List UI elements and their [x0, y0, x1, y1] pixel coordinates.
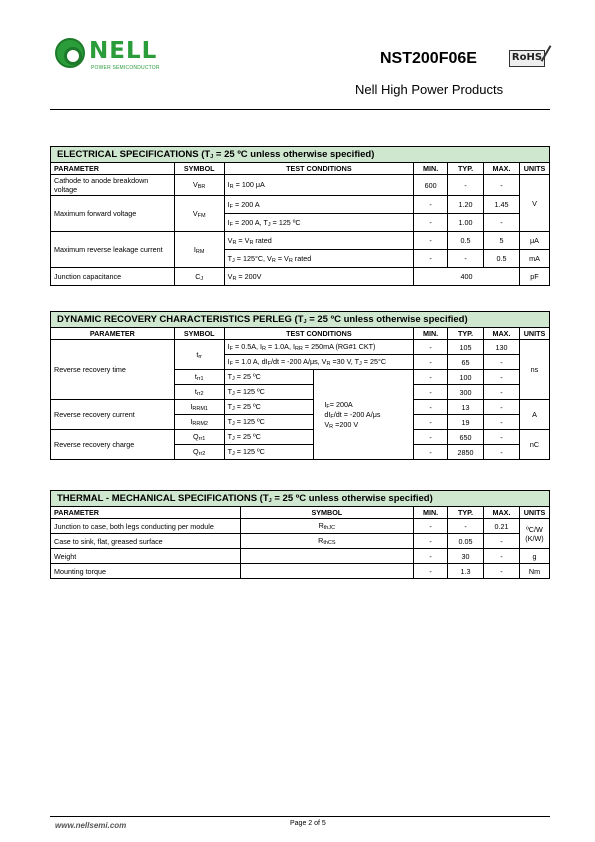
header-cell: SYMBOL	[174, 328, 224, 340]
table-title: THERMAL - MECHANICAL SPECIFICATIONS ($T_J = 25$ ºC unless otherwise specified)	[51, 491, 550, 507]
table-row	[51, 232, 550, 250]
table-cell: Junction to case, both legs conducting per module	[51, 519, 241, 534]
table-cell: -	[414, 415, 448, 430]
table-row	[51, 519, 550, 534]
table-row	[51, 268, 550, 286]
table-cell	[240, 549, 414, 564]
table-cell: 1.3	[448, 564, 484, 579]
table-cell: $I_F = 0.5A$, $I_R = 1.0A$, $I_{RR} = 250mA$ (RG#1 CKT)	[224, 340, 413, 355]
header-cell: PARAMETER	[51, 328, 175, 340]
header-cell: UNITS	[519, 507, 549, 519]
table-cell: 400	[414, 268, 520, 286]
header-cell: SYMBOL	[240, 507, 414, 519]
table-cell: $I_F = 200$ A, $T_J = 125$ ºC	[224, 214, 413, 232]
table-cell: Reverse recovery charge	[51, 430, 175, 460]
table-cell: 100	[448, 370, 484, 385]
table-cell: $R_{thJC}$	[240, 519, 414, 534]
table-cell: -	[484, 400, 520, 415]
table-cell: -	[484, 355, 520, 370]
table-header-row	[51, 163, 550, 175]
table-cell: $T_J = 25$ ºC	[224, 430, 314, 445]
table-cell: $I_F = 200$ A	[224, 196, 413, 214]
table-cell: 300	[448, 385, 484, 400]
table-cell: 1.20	[448, 196, 484, 214]
table-cell: ºC/W (K/W)	[519, 519, 549, 549]
electrical-specs-table	[50, 146, 550, 286]
table-cell: Nm	[519, 564, 549, 579]
table-cell: Case to sink, flat, greased surface	[51, 534, 241, 549]
table-cell: 5	[484, 232, 520, 250]
header-cell: TYP.	[448, 328, 484, 340]
table-cell: -	[414, 355, 448, 370]
header-cell: MIN.	[414, 507, 448, 519]
table-cell: $T_J = 25$ ºC	[224, 400, 314, 415]
header-cell: TEST CONDITIONS	[224, 328, 413, 340]
table-cell: ns	[519, 340, 549, 400]
table-cell: -	[414, 250, 448, 268]
table-cell: -	[484, 385, 520, 400]
header-cell: MAX.	[484, 507, 520, 519]
table-cell: V	[519, 175, 549, 232]
table-cell: g	[519, 549, 549, 564]
table-cell: A	[519, 400, 549, 430]
table-cell: -	[414, 340, 448, 355]
table-cell: -	[448, 250, 484, 268]
table-cell: -	[414, 400, 448, 415]
table-cell: Junction capacitance	[51, 268, 175, 286]
table-row	[51, 340, 550, 355]
table-cell: -	[414, 534, 448, 549]
table-row	[51, 196, 550, 214]
thermal-mechanical-table	[50, 490, 550, 579]
table-row	[51, 564, 550, 579]
table-cell: $T_J = 25$ ºC	[224, 370, 314, 385]
table-cell: $T_J = 125$ ºC	[224, 385, 314, 400]
table-cell: $I_{RRM1}$	[174, 400, 224, 415]
table-cell: $t_{rr1}$	[174, 370, 224, 385]
table-cell: Maximum reverse leakage current	[51, 232, 175, 268]
table-cell: -	[414, 214, 448, 232]
header-cell: MAX.	[484, 163, 520, 175]
table-row	[51, 400, 550, 415]
table-cell: $t_{rr2}$	[174, 385, 224, 400]
table-cell: $Q_{rr1}$	[174, 430, 224, 445]
table-cell: -	[484, 534, 520, 549]
table-cell: 2850	[448, 445, 484, 460]
table-cell: 13	[448, 400, 484, 415]
footer-divider	[50, 816, 550, 817]
table-cell: 0.05	[448, 534, 484, 549]
table-cell: 0.5	[484, 250, 520, 268]
dynamic-recovery-table	[50, 311, 550, 460]
table-cell: 1.45	[484, 196, 520, 214]
header-cell: TYP.	[448, 507, 484, 519]
table-cell: $V_{FM}$	[174, 196, 224, 232]
table-cell: 65	[448, 355, 484, 370]
table-cell: pF	[519, 268, 549, 286]
table-header-row	[51, 507, 550, 519]
table-cell: Cathode to anode breakdown voltage	[51, 175, 175, 196]
table-cell: -	[484, 370, 520, 385]
table-cell: -	[448, 175, 484, 196]
table-cell: 650	[448, 430, 484, 445]
table-cell: -	[414, 196, 448, 214]
table-row	[51, 175, 550, 196]
table-cell: -	[484, 445, 520, 460]
table-cell: Mounting torque	[51, 564, 241, 579]
company-logo	[55, 38, 165, 72]
table-cell: -	[484, 564, 520, 579]
table-cell: $C_J$	[174, 268, 224, 286]
company-name: Nell High Power Products	[355, 82, 504, 97]
table-cell: 19	[448, 415, 484, 430]
header-cell: TYP.	[448, 163, 484, 175]
table-row	[51, 549, 550, 564]
shared-test-conditions: $I_F= 200A$ $dI_F/dt = -200$ A/μs $V_R =200$ V	[314, 370, 414, 460]
table-cell: -	[414, 549, 448, 564]
table-cell: -	[484, 430, 520, 445]
header-cell: UNITS	[519, 328, 549, 340]
header-cell: MIN.	[414, 163, 448, 175]
table-cell: $T_J = 125^\circ C$, $V_R = V_R$ rated	[224, 250, 413, 268]
table-cell: -	[414, 385, 448, 400]
table-cell: -	[414, 519, 448, 534]
table-cell	[240, 564, 414, 579]
header-cell: TEST CONDITIONS	[224, 163, 413, 175]
table-cell: 105	[448, 340, 484, 355]
table-cell: $I_F = 1.0$ A, $dI_F/dt = -200$ A/μs, $V_R =30$ V, $T_J = 25^\circ C$	[224, 355, 413, 370]
table-cell: -	[414, 370, 448, 385]
logo-subtitle: POWER SEMICONDUCTOR	[91, 65, 160, 71]
table-cell: $I_R = 100$ μA	[224, 175, 413, 196]
header-cell: MIN.	[414, 328, 448, 340]
table-cell: -	[414, 430, 448, 445]
table-cell: $V_{BR}$	[174, 175, 224, 196]
table-cell: Reverse recovery current	[51, 400, 175, 430]
header-cell: PARAMETER	[51, 163, 175, 175]
table-cell: Weight	[51, 549, 241, 564]
table-cell: Maximum forward voltage	[51, 196, 175, 232]
table-cell: $T_J = 125$ ºC	[224, 445, 314, 460]
header-cell: PARAMETER	[51, 507, 241, 519]
table-cell: mA	[519, 250, 549, 268]
table-cell: -	[484, 214, 520, 232]
table-cell: $R_{thCS}$	[240, 534, 414, 549]
logo-text: NELL	[89, 38, 158, 64]
table-cell: -	[448, 519, 484, 534]
table-header-row	[51, 328, 550, 340]
table-row	[51, 534, 550, 549]
table-cell: $Q_{rr2}$	[174, 445, 224, 460]
table-cell: $V_R = 200V$	[224, 268, 413, 286]
header-cell: UNITS	[519, 163, 549, 175]
table-cell: -	[414, 564, 448, 579]
header-cell: SYMBOL	[174, 163, 224, 175]
table-cell: $V_R = V_R$ rated	[224, 232, 413, 250]
table-cell: μA	[519, 232, 549, 250]
table-cell: Reverse recovery time	[51, 340, 175, 400]
part-number: NST200F06E	[380, 50, 477, 67]
header-cell: MAX.	[484, 328, 520, 340]
table-cell: $I_{RRM2}$	[174, 415, 224, 430]
table-cell: $T_J = 125$ ºC	[224, 415, 314, 430]
logo-emblem-icon	[55, 38, 85, 68]
rohs-badge: RoHS	[509, 50, 545, 67]
footer-website: www.nellsemi.com	[55, 821, 127, 830]
table-cell: $I_{RM}$	[174, 232, 224, 268]
table-cell: -	[484, 415, 520, 430]
table-cell: 600	[414, 175, 448, 196]
table-cell: nC	[519, 430, 549, 460]
table-row	[51, 430, 550, 445]
table-cell: 0.5	[448, 232, 484, 250]
table-cell: 30	[448, 549, 484, 564]
table-title: ELECTRICAL SPECIFICATIONS ($T_J = 25$ ºC unless otherwise specified)	[51, 147, 550, 163]
table-cell: 1.00	[448, 214, 484, 232]
header-divider	[50, 109, 550, 110]
table-cell: 130	[484, 340, 520, 355]
table-cell: -	[414, 232, 448, 250]
table-cell: -	[414, 445, 448, 460]
table-title: DYNAMIC RECOVERY CHARACTERISTICS PERLEG ($T_J = 25$ ºC unless otherwise specified)	[51, 312, 550, 328]
table-cell: 0.21	[484, 519, 520, 534]
table-cell: -	[484, 549, 520, 564]
table-cell: $t_{rr}$	[174, 340, 224, 370]
table-cell: -	[484, 175, 520, 196]
page-number: Page 2 of 5	[290, 820, 326, 827]
